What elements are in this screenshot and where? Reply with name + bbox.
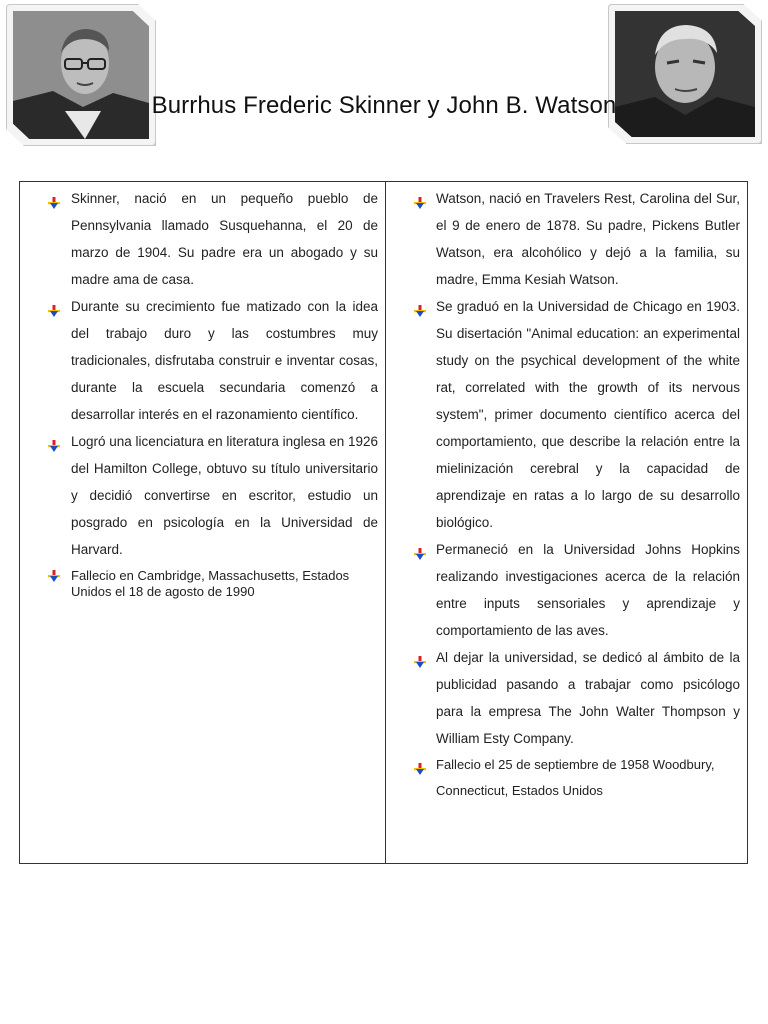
page-title: Burrhus Frederic Skinner y John B. Watson	[151, 92, 617, 119]
watson-photo	[608, 4, 762, 144]
list-item: Skinner, nació en un pequeño pueblo de Pennsylvania llamado Susquehanna, el 20 de marzo de 1904. Su padre era un abogado y su madre ama de casa.	[20, 185, 378, 293]
arrow-bullet-icon	[48, 299, 60, 311]
arrow-bullet-icon	[48, 191, 60, 203]
watson-column	[386, 182, 747, 863]
watson-list	[386, 185, 740, 810]
list-item: Se graduó en la Universidad de Chicago en 1903. Su disertación "Animal education: an experimental study on the psychical development of the white rat, correlated with the growth of its nervous system", primer documento científico acerca del comportamiento, que describe la relación entre la mielinización cerebral y la capacidad de aprendizaje en ratas a lo largo de su desarrollo biológico.	[386, 293, 740, 536]
list-item: Watson, nació en Travelers Rest, Carolina del Sur, el 9 de enero de 1878. Su padre, Pickens Butler Watson, era alcohólico y dejó a la familia, su madre, Emma Kesiah Watson.	[386, 185, 740, 293]
list-item: Fallecio el 25 de septiembre de 1958 Woodbury, Connecticut, Estados Unidos	[386, 752, 740, 810]
list-item: Fallecio en Cambridge, Massachusetts, Estados Unidos el 18 de agosto de 1990	[20, 563, 378, 606]
list-item: Permaneció en la Universidad Johns Hopkins realizando investigaciones acerca de la relación entre inputs sensoriales y aprendizaje y comportamiento de las aves.	[386, 536, 740, 644]
arrow-bullet-icon	[48, 570, 60, 582]
comparison-table	[19, 181, 748, 864]
arrow-bullet-icon	[414, 191, 426, 203]
list-item: Durante su crecimiento fue matizado con la idea del trabajo duro y las costumbres muy tradicionales, disfrutaba construir e inventar cosas, durante la escuela secundaria comenzó a desarrollar interés en el razonamiento científico.	[20, 293, 378, 428]
list-item: Logró una licenciatura en literatura inglesa en 1926 del Hamilton College, obtuvo su título universitario y decidió convertirse en escritor, estudio un posgrado en psicología en la Universidad de Harvard.	[20, 428, 378, 563]
skinner-photo	[6, 4, 156, 146]
arrow-bullet-icon	[414, 650, 426, 662]
arrow-bullet-icon	[414, 542, 426, 554]
arrow-bullet-icon	[48, 434, 60, 446]
list-item: Al dejar la universidad, se dedicó al ámbito de la publicidad pasando a trabajar como psicólogo para la empresa The John Walter Thompson y William Esty Company.	[386, 644, 740, 752]
arrow-bullet-icon	[414, 758, 426, 770]
skinner-list	[20, 185, 378, 606]
skinner-column	[20, 182, 386, 863]
arrow-bullet-icon	[414, 299, 426, 311]
